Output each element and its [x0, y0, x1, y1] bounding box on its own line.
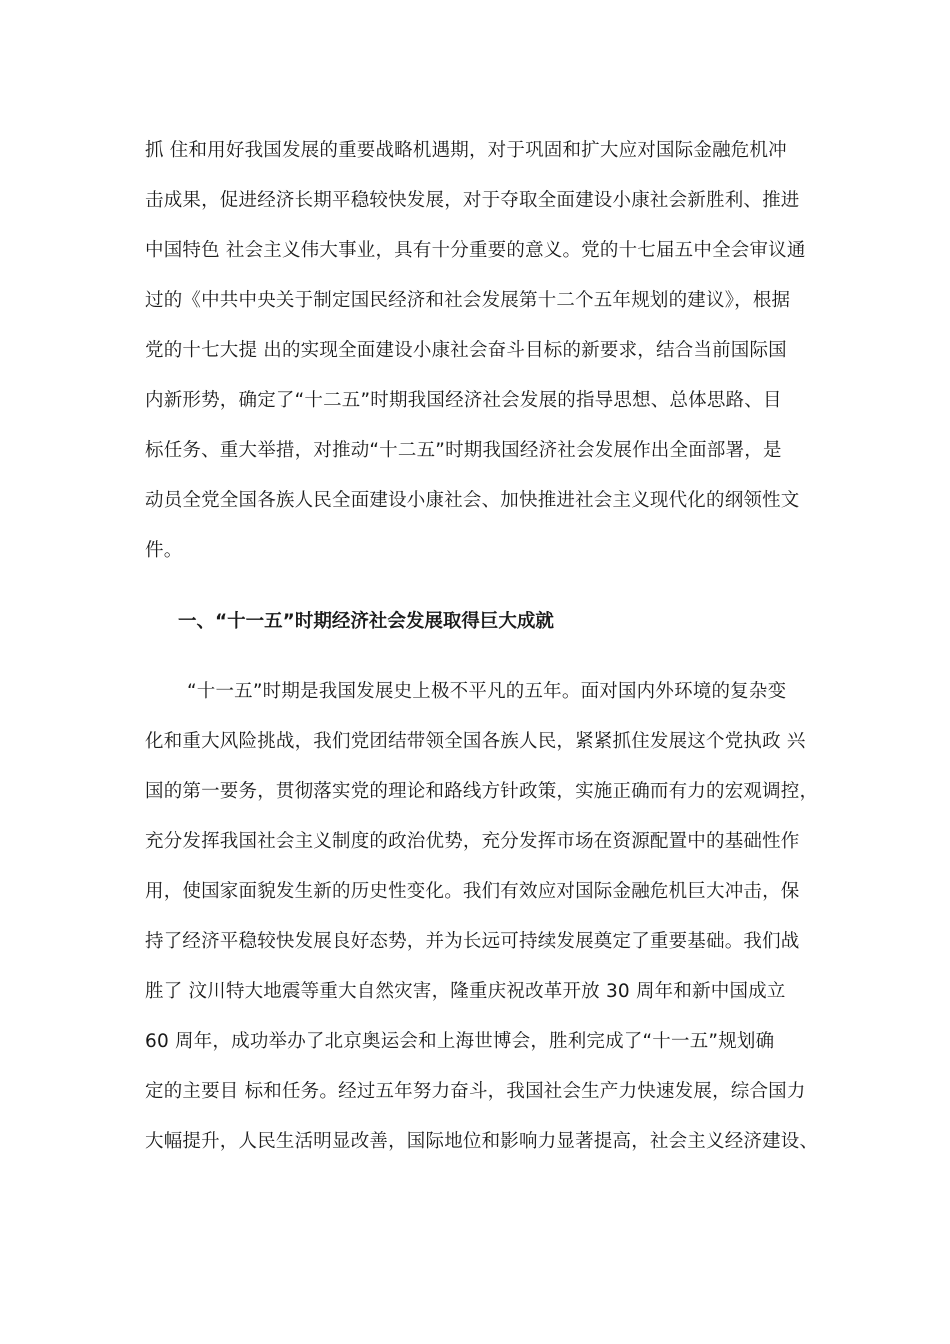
text-line: 60 周年，成功举办了北京奥运会和上海世博会，胜利完成了“十一五”规划确	[145, 1031, 775, 1052]
text-line: 持了经济平稳较快发展良好态势，并为长远可持续发展奠定了重要基础。我们战	[145, 931, 800, 952]
text-line: 化和重大风险挑战，我们党团结带领全国各族人民，紧紧抓住发展这个党执政 兴	[145, 731, 806, 752]
text-line: 党的十七大提 出的实现全面建设小康社会奋斗目标的新要求，结合当前国际国	[145, 340, 787, 361]
text-line: 充分发挥我国社会主义制度的政治优势，充分发挥市场在资源配置中的基础性作	[145, 831, 800, 852]
text-line: 胜了 汶川特大地震等重大自然灾害，隆重庆祝改革开放 30 周年和新中国成立	[145, 981, 786, 1002]
text-line: 击成果，促进经济长期平稳较快发展，对于夺取全面建设小康社会新胜利、推进	[145, 190, 800, 211]
paragraph-intro	[145, 126, 815, 576]
text-line: 标任务、重大举措，对推动“十二五”时期我国经济社会发展作出全面部署，是	[145, 440, 782, 461]
text-line: 内新形势，确定了“十二五”时期我国经济社会发展的指导思想、总体思路、目	[145, 390, 782, 411]
paragraph-section-one	[145, 667, 819, 1167]
text-line: 用，使国家面貌发生新的历史性变化。我们有效应对国际金融危机巨大冲击，保	[145, 881, 800, 902]
text-line: 动员全党全国各族人民全面建设小康社会、加快推进社会主义现代化的纲领性文	[145, 490, 800, 511]
text-line: 国的第一要务，贯彻落实党的理论和路线方针政策，实施正确而有力的宏观调控，	[145, 781, 819, 802]
text-line: 抓 住和用好我国发展的重要战略机遇期，对于巩固和扩大应对国际金融危机冲	[145, 140, 787, 161]
text-line: 过的《中共中央关于制定国民经济和社会发展第十二个五年规划的建议》，根据	[145, 290, 791, 311]
text-line: 大幅提升，人民生活明显改善，国际地位和影响力显著提高，社会主义经济建设、	[145, 1131, 819, 1152]
text-line: 定的主要目 标和任务。经过五年努力奋斗，我国社会生产力快速发展，综合国力	[145, 1081, 806, 1102]
text-line: “十一五”时期是我国发展史上极不平凡的五年。面对国内外环境的复杂变	[187, 681, 787, 702]
text-line: 件。	[145, 540, 183, 561]
text-line: 中国特色 社会主义伟大事业，具有十分重要的意义。党的十七届五中全会审议通	[145, 240, 806, 261]
section-heading: 一、“十一五”时期经济社会发展取得巨大成就	[178, 611, 554, 632]
